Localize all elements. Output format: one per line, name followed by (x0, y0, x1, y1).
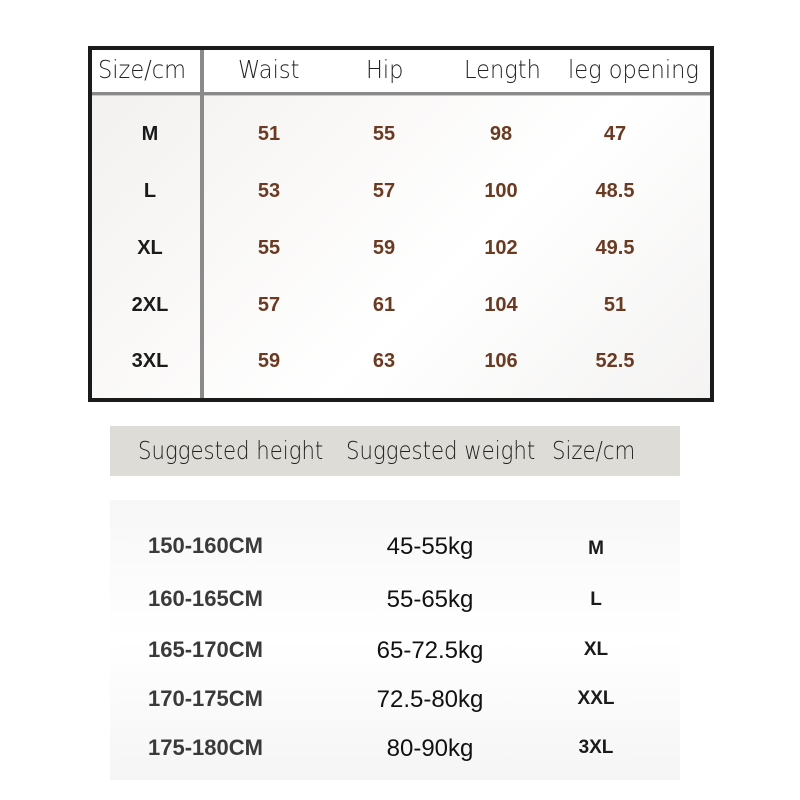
header-leg-opening: leg opening (568, 55, 699, 84)
suggested-size-value: XL (583, 639, 609, 660)
header-size: Size/cm (98, 55, 187, 84)
header-hip: Hip (366, 55, 404, 84)
size-measurement-table (88, 46, 714, 402)
suggested-size-value: XXL (577, 688, 615, 709)
header-suggested-weight: Suggested weight (346, 436, 536, 465)
hip-value: 63 (372, 350, 396, 372)
leg-opening-value: 47 (603, 123, 627, 145)
suggested-height-value: 160-165CM (148, 586, 263, 611)
suggestion-table-header (110, 426, 680, 476)
header-suggested-height: Suggested height (138, 436, 324, 465)
length-value: 104 (484, 294, 518, 316)
header-waist: Waist (238, 55, 300, 84)
header-size: Size/cm (552, 436, 636, 465)
leg-opening-value: 51 (603, 294, 627, 316)
hip-value: 55 (372, 123, 396, 145)
waist-value: 59 (257, 350, 281, 372)
suggested-height-value: 150-160CM (148, 533, 263, 558)
row-size-label: 2XL (131, 294, 169, 316)
suggested-weight-value: 55-65kg (386, 586, 474, 613)
length-value: 98 (489, 123, 513, 145)
hip-value: 57 (372, 180, 396, 202)
length-value: 106 (484, 350, 518, 372)
suggested-weight-value: 80-90kg (386, 735, 474, 762)
suggested-size-value: L (590, 589, 602, 610)
suggested-height-value: 165-170CM (148, 637, 263, 662)
length-value: 100 (484, 180, 518, 202)
hip-value: 61 (372, 294, 396, 316)
leg-opening-value: 49.5 (595, 237, 635, 259)
size-table-divider (200, 50, 204, 398)
suggested-weight-value: 72.5-80kg (376, 686, 484, 713)
length-value: 102 (484, 237, 518, 259)
row-size-label: XL (137, 237, 163, 259)
suggested-size-value: 3XL (578, 737, 614, 758)
suggested-weight-value: 65-72.5kg (376, 637, 484, 664)
suggested-height-value: 175-180CM (148, 735, 263, 760)
header-length: Length (464, 55, 541, 84)
hip-value: 59 (372, 237, 396, 259)
suggested-height-value: 170-175CM (148, 686, 263, 711)
waist-value: 51 (257, 123, 281, 145)
waist-value: 57 (257, 294, 281, 316)
row-size-label: 3XL (131, 350, 169, 372)
waist-value: 53 (257, 180, 281, 202)
waist-value: 55 (257, 237, 281, 259)
suggested-weight-value: 45-55kg (386, 533, 474, 560)
leg-opening-value: 48.5 (595, 180, 635, 202)
suggested-size-value: M (588, 538, 604, 559)
row-size-label: L (143, 180, 157, 202)
leg-opening-value: 52.5 (595, 350, 635, 372)
row-size-label: M (141, 123, 159, 145)
